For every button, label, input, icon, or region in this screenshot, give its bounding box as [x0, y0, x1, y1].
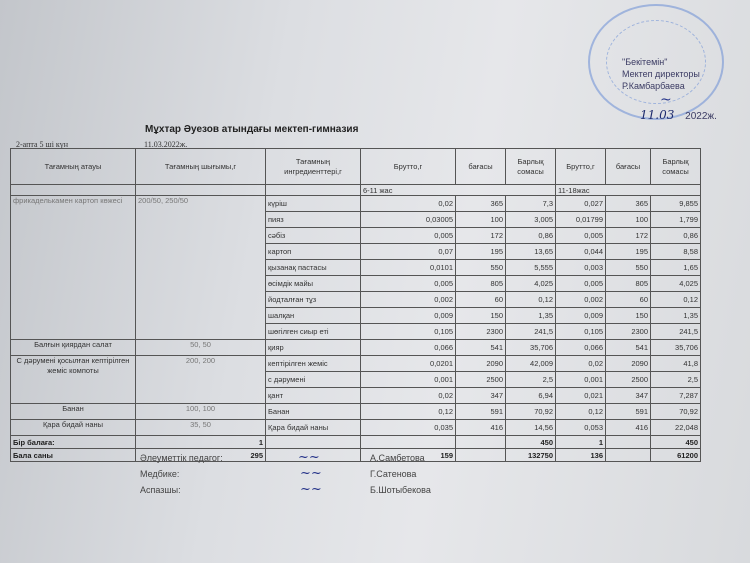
ingredient-value: 0,12	[651, 292, 701, 308]
approval-year: 2022ж.	[685, 111, 717, 122]
ingredient-value: 6,94	[506, 388, 556, 404]
ingredient-name: қызанақ пастасы	[266, 260, 361, 276]
col-header: Брутто,г	[556, 149, 606, 185]
per-child-sum-2: 450	[651, 436, 701, 449]
col-header: Тағамның атауы	[11, 149, 136, 185]
ingredient-value: 0,86	[651, 228, 701, 244]
ingredient-value: 2500	[606, 372, 651, 388]
table-row	[11, 340, 701, 356]
sum-6-11: 132750	[506, 449, 556, 462]
ingredient-value: 2500	[456, 372, 506, 388]
ingredient-name: сәбіз	[266, 228, 361, 244]
ingredient-value: 805	[456, 276, 506, 292]
ingredient-value: 2090	[606, 356, 651, 372]
ingredient-value: 8,58	[651, 244, 701, 260]
ingredient-value: 172	[456, 228, 506, 244]
ingredient-value: 0,002	[361, 292, 456, 308]
approval-date	[640, 108, 717, 122]
signer-role: Әлеуметтік педагог:	[140, 453, 223, 463]
per-child-label: Бір балаға:	[11, 436, 136, 449]
dish-yield: 200, 200	[136, 356, 266, 404]
ingredient-name: Банан	[266, 404, 361, 420]
ingredient-value: 0,009	[556, 308, 606, 324]
approval-line: Мектеп директоры	[622, 69, 700, 79]
ingredient-value: 22,048	[651, 420, 701, 436]
ingredient-value: 541	[456, 340, 506, 356]
ingredient-value: 13,65	[506, 244, 556, 260]
children-total: 295	[136, 449, 266, 462]
ingredient-value: 100	[456, 212, 506, 228]
ingredient-value: 5,555	[506, 260, 556, 276]
ingredient-value: 150	[456, 308, 506, 324]
dish-name: Қара бидай наны	[11, 420, 136, 436]
dish-name: Балғын қиярдан салат	[11, 340, 136, 356]
ingredient-value: 14,56	[506, 420, 556, 436]
ingredient-value: 0,02	[361, 388, 456, 404]
director-signature: ~	[660, 92, 672, 108]
col-header: Тағамның ингредиенттері,г	[266, 149, 361, 185]
ingredient-value: 0,066	[556, 340, 606, 356]
ingredient-name: йодталған тұз	[266, 292, 361, 308]
ingredient-name: өсімдік майы	[266, 276, 361, 292]
col-header: бағасы	[456, 149, 506, 185]
sum-11-18: 61200	[651, 449, 701, 462]
ingredient-value: 0,005	[361, 228, 456, 244]
approval-line: Р.Камбарбаева	[622, 81, 685, 91]
table-header-row	[11, 149, 701, 185]
ingredient-value: 9,855	[651, 196, 701, 212]
ingredient-value: 416	[606, 420, 651, 436]
ingredient-name: шөгілген сиыр еті	[266, 324, 361, 340]
signer-role: Медбике:	[140, 469, 180, 479]
ingredient-value: 0,044	[556, 244, 606, 260]
children-11-18: 136	[556, 449, 606, 462]
per-child-sum: 450	[506, 436, 556, 449]
ingredient-value: 195	[456, 244, 506, 260]
col-header: Брутто,г	[361, 149, 456, 185]
ingredient-value: 195	[606, 244, 651, 260]
ingredient-value: 0,035	[361, 420, 456, 436]
ingredient-value: 0,027	[556, 196, 606, 212]
ingredient-value: 0,105	[361, 324, 456, 340]
approval-line: "Бекітемін"	[622, 57, 668, 67]
children-label: Бала саны	[11, 449, 136, 462]
table-row	[11, 356, 701, 372]
ingredient-value: 591	[606, 404, 651, 420]
ingredient-name: қияр	[266, 340, 361, 356]
ingredient-name: картоп	[266, 244, 361, 260]
ingredient-value: 347	[606, 388, 651, 404]
col-header: Барлық сомасы	[651, 149, 701, 185]
ingredient-value: 416	[456, 420, 506, 436]
menu-date: 11.03.2022ж.	[144, 140, 188, 149]
ingredient-value: 35,706	[506, 340, 556, 356]
approval-block	[622, 56, 700, 92]
ingredient-value: 0,03005	[361, 212, 456, 228]
dish-name: фрикаделькамен картоп көжесі	[11, 196, 136, 340]
dish-name: С дәрумені қосылған кептірілген жеміс компоты	[11, 356, 136, 404]
ingredient-value: 541	[606, 340, 651, 356]
dish-name: Банан	[11, 404, 136, 420]
table-row	[11, 420, 701, 436]
ingredient-value: 0,12	[361, 404, 456, 420]
signature-pedagogue: ~~	[298, 450, 320, 465]
age-group-label: 11-18жас	[556, 185, 701, 196]
ingredient-value: 2300	[456, 324, 506, 340]
ingredient-value: 365	[456, 196, 506, 212]
signer-row	[140, 466, 431, 482]
ingredient-value: 0,009	[361, 308, 456, 324]
ingredient-value: 7,3	[506, 196, 556, 212]
ingredient-value: 591	[456, 404, 506, 420]
ingredient-name: кептірілген жеміс	[266, 356, 361, 372]
ingredient-value: 805	[606, 276, 651, 292]
signer-name: Б.Шотыбекова	[370, 485, 431, 495]
per-child-count-2: 1	[556, 436, 606, 449]
ingredient-value: 42,009	[506, 356, 556, 372]
ingredient-value: 4,025	[506, 276, 556, 292]
menu-table	[10, 148, 701, 462]
dish-yield: 100, 100	[136, 404, 266, 420]
signers-block	[140, 450, 431, 498]
ingredient-name: с дәрумені	[266, 372, 361, 388]
children-6-11: 159	[361, 449, 456, 462]
ingredient-value: 2090	[456, 356, 506, 372]
page-title: Мұхтар Әуезов атындағы мектеп-гимназия	[145, 124, 359, 135]
ingredient-name: күріш	[266, 196, 361, 212]
ingredient-value: 0,002	[556, 292, 606, 308]
ingredient-value: 2,5	[651, 372, 701, 388]
dish-yield: 35, 50	[136, 420, 266, 436]
signer-name: А.Самбетова	[370, 453, 425, 463]
ingredient-name: қант	[266, 388, 361, 404]
col-header: бағасы	[606, 149, 651, 185]
ingredient-value: 241,5	[651, 324, 701, 340]
per-child-count: 1	[136, 436, 266, 449]
ingredient-value: 1,35	[506, 308, 556, 324]
ingredient-value: 0,02	[361, 196, 456, 212]
ingredient-value: 35,706	[651, 340, 701, 356]
signature-cook: ~~	[300, 482, 322, 497]
ingredient-value: 550	[456, 260, 506, 276]
ingredient-value: 0,001	[556, 372, 606, 388]
ingredient-value: 70,92	[651, 404, 701, 420]
ingredient-value: 1,65	[651, 260, 701, 276]
ingredient-value: 550	[606, 260, 651, 276]
week-day: 2-апта 5 ші күн	[16, 140, 69, 149]
ingredient-value: 0,001	[361, 372, 456, 388]
menu-body	[11, 196, 701, 436]
signer-name: Г.Сатенова	[370, 469, 417, 479]
table-row	[11, 404, 701, 420]
ingredient-value: 0,12	[556, 404, 606, 420]
ingredient-value: 347	[456, 388, 506, 404]
ingredient-value: 2,5	[506, 372, 556, 388]
signer-row	[140, 482, 431, 498]
ingredient-value: 0,0201	[361, 356, 456, 372]
ingredient-value: 0,12	[506, 292, 556, 308]
ingredient-value: 1,799	[651, 212, 701, 228]
ingredient-value: 0,005	[361, 276, 456, 292]
ingredient-value: 0,021	[556, 388, 606, 404]
ingredient-value: 1,35	[651, 308, 701, 324]
ingredient-value: 0,066	[361, 340, 456, 356]
ingredient-value: 100	[606, 212, 651, 228]
ingredient-value: 172	[606, 228, 651, 244]
age-group-label: 6-11 жас	[361, 185, 556, 196]
ingredient-value: 60	[606, 292, 651, 308]
per-child-row	[11, 436, 701, 449]
ingredient-value: 0,005	[556, 276, 606, 292]
ingredient-value: 0,0101	[361, 260, 456, 276]
ingredient-value: 60	[456, 292, 506, 308]
table-row	[11, 196, 701, 212]
ingredient-value: 4,025	[651, 276, 701, 292]
ingredient-value: 41,8	[651, 356, 701, 372]
ingredient-value: 7,287	[651, 388, 701, 404]
signer-row	[140, 450, 431, 466]
age-group-row	[11, 185, 701, 196]
ingredient-value: 241,5	[506, 324, 556, 340]
dish-yield: 200/50, 250/50	[136, 196, 266, 340]
ingredient-value: 0,07	[361, 244, 456, 260]
col-header: Тағамның шығымы,г	[136, 149, 266, 185]
dish-yield: 50, 50	[136, 340, 266, 356]
ingredient-value: 0,02	[556, 356, 606, 372]
ingredient-name: пияз	[266, 212, 361, 228]
col-header: Барлық сомасы	[506, 149, 556, 185]
ingredient-value: 0,003	[556, 260, 606, 276]
ingredient-value: 0,01799	[556, 212, 606, 228]
ingredient-value: 365	[606, 196, 651, 212]
ingredient-value: 0,86	[506, 228, 556, 244]
ingredient-value: 0,053	[556, 420, 606, 436]
ingredient-value: 2300	[606, 324, 651, 340]
ingredient-name: Қара бидай наны	[266, 420, 361, 436]
ingredient-value: 70,92	[506, 404, 556, 420]
signature-nurse: ~~	[300, 466, 322, 481]
handwritten-date: 11.03	[640, 108, 675, 122]
ingredient-name: шалқан	[266, 308, 361, 324]
ingredient-value: 0,105	[556, 324, 606, 340]
ingredient-value: 0,005	[556, 228, 606, 244]
ingredient-value: 150	[606, 308, 651, 324]
signer-role: Аспазшы:	[140, 485, 181, 495]
ingredient-value: 3,005	[506, 212, 556, 228]
